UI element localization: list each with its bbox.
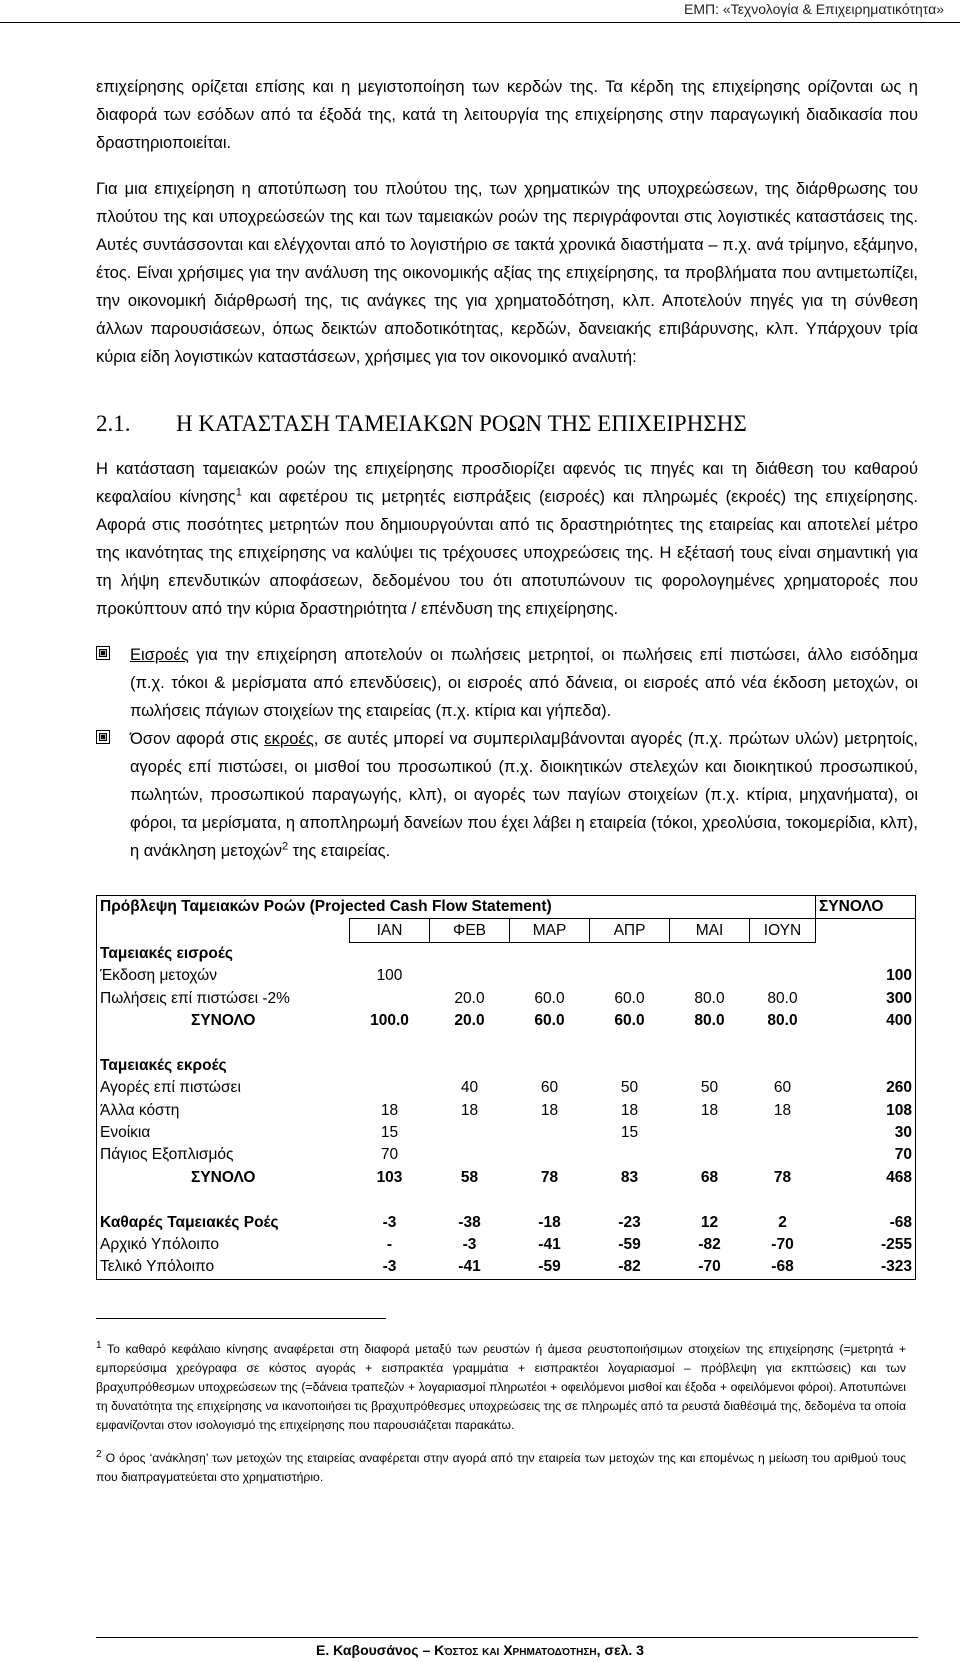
table-cell	[97, 1189, 350, 1211]
value-cell: -70	[670, 1256, 750, 1279]
table-row	[97, 1055, 916, 1077]
value-cell: -41	[538, 1236, 561, 1254]
value-cell	[510, 965, 590, 987]
table-row	[97, 942, 916, 965]
footnote	[96, 1449, 906, 1487]
footnote-ref[interactable]: 1	[235, 486, 242, 499]
table-row	[97, 896, 916, 919]
value-cell: -3	[382, 1213, 397, 1231]
header-divider	[0, 22, 960, 23]
table-cell	[590, 942, 670, 965]
value-cell	[750, 1122, 816, 1144]
value-cell: -3	[462, 1236, 477, 1254]
table-cell	[670, 1189, 750, 1211]
row-total: 300	[816, 988, 916, 1010]
value-cell: 18	[620, 1101, 639, 1119]
table-cell	[816, 942, 916, 965]
value-cell: 80.0	[694, 989, 725, 1007]
month-header: ΦΕΒ	[430, 919, 510, 942]
footer-divider	[96, 1637, 918, 1638]
month-header: ΙΟΥΝ	[750, 919, 816, 942]
bullet-text: της εταιρείας.	[288, 842, 391, 860]
table-cell	[97, 1032, 350, 1054]
running-header: ΕΜΠ: «Τεχνολογία & Επιχειρηματικότητα»	[684, 1, 944, 17]
total-value: 78	[773, 1168, 792, 1186]
value-cell: 60.0	[614, 989, 645, 1007]
value-cell	[350, 988, 430, 1010]
footer-page: , σελ. 3	[596, 1642, 644, 1658]
footnote-ref[interactable]: 2	[281, 840, 289, 853]
table-cell	[510, 1189, 590, 1211]
value-cell: -23	[618, 1213, 641, 1231]
table-row	[97, 1167, 916, 1189]
row-label: Καθαρές Ταμειακές Ροές	[97, 1211, 350, 1233]
table-row	[97, 1234, 916, 1256]
paragraph: επιχείρησης ορίζεται επίσης και η μεγιστοποίηση των κερδών της. Τα κέρδη της επιχείρησης ορίζονται ως η διαφορά των εσόδων από τα έξοδά της, κατά τη λειτουργία της επιχείρησης στην παραγωγική διαδικασία που δραστηριοποιείται.	[96, 78, 918, 152]
term-inflows: Εισροές	[130, 646, 189, 664]
table-cell	[750, 1032, 816, 1054]
bullet-text: Όσον αφορά στις	[130, 730, 265, 748]
total-label: ΣΥΝΟΛΟ	[97, 1010, 350, 1032]
table-row	[97, 1122, 916, 1144]
value-cell: 60	[540, 1079, 559, 1097]
value-cell: -3	[350, 1256, 430, 1279]
grand-total: 468	[816, 1167, 916, 1189]
row-label: Ενοίκια	[97, 1122, 350, 1144]
total-value: 100.0	[370, 1012, 409, 1030]
total-value: 60.0	[614, 1012, 645, 1030]
row-total: 260	[816, 1077, 916, 1099]
footer-author: Ε. Καβουσάνος	[316, 1642, 419, 1658]
value-cell	[510, 1122, 590, 1144]
footnote-divider	[96, 1318, 386, 1319]
section-paragraph	[96, 455, 918, 623]
total-value: 83	[620, 1168, 639, 1186]
value-cell: 20.0	[454, 989, 485, 1007]
value-cell: -59	[618, 1236, 641, 1254]
list-item	[96, 725, 918, 865]
value-cell: 50	[620, 1079, 639, 1097]
total-value: 78	[540, 1168, 559, 1186]
table-row	[97, 988, 916, 1010]
bullet-list	[96, 641, 918, 865]
value-cell	[430, 965, 510, 987]
month-header: ΜΑΡ	[510, 919, 590, 942]
footnote-text: Ο όρος ‘ανάκληση’ των μετοχών της εταιρείας αναφέρεται στην αγορά από την εταιρεία των μετοχών της και επομένως η μείωση του αριθμού τους που διαπραγματεύεται στο χρηματιστήριο.	[96, 1451, 906, 1484]
value-cell	[750, 965, 816, 987]
value-cell	[590, 1144, 670, 1166]
value-cell: 15	[620, 1124, 639, 1142]
footnote-mark: 2	[96, 1448, 102, 1460]
table-cell	[590, 1189, 670, 1211]
table-row	[97, 1010, 916, 1032]
table-cell	[590, 1032, 670, 1054]
row-total: 108	[816, 1100, 916, 1122]
section-heading-cell: Ταμειακές εκροές	[97, 1055, 350, 1077]
table-cell	[350, 1189, 430, 1211]
value-cell: 18	[773, 1101, 792, 1119]
value-cell: -18	[538, 1213, 561, 1231]
section-heading-cell: Ταμειακές εισροές	[97, 942, 350, 965]
row-total: -68	[816, 1211, 916, 1233]
table-row	[97, 1032, 916, 1054]
value-cell: -70	[771, 1236, 794, 1254]
cash-flow-table-body	[97, 896, 916, 1280]
total-value: 68	[700, 1168, 719, 1186]
table-row	[97, 1256, 916, 1279]
value-cell	[350, 1077, 430, 1099]
value-cell: 18	[540, 1101, 559, 1119]
table-row	[97, 919, 916, 942]
value-cell: 18	[460, 1101, 479, 1119]
table-cell	[510, 1032, 590, 1054]
value-cell: 50	[700, 1079, 719, 1097]
table-cell	[816, 1032, 916, 1054]
value-cell: 18	[380, 1101, 399, 1119]
paragraph: Για μια επιχείρηση η αποτύπωση του πλούτου της, των χρηματικών της υποχρεώσεων, της διάρθρωσης του πλούτου της και υποχρεώσεών της και των ταμειακών ροών της περιγράφονται στις λογιστικές καταστάσεις της. Αυτές συντάσσονται και ελέγχονται από το λογιστήριο σε τακτά χρονικά διαστήματα – π.χ. ανά τρίμηνο, εξάμηνο, έτος. Είναι χρήσιμες για την ανάλυση της οικονομικής αξίας της επιχείρησης, τα προβλήματα που αντιμετωπίζει, την οικονομική διάρθρωσή της, τις ανάγκες της για χρηματοδότηση, κλπ. Αποτελούν πηγές για τη σύνθεση άλλων παρουσιάσεων, όπως δεικτών αποδοτικότητας, κερδών, δανειακής επιβάρυνσης, κλπ. Υπάρχουν τρία κύρια είδη λογιστικών καταστάσεων, χρήσιμες για τον οικονομικό αναλυτή:	[96, 180, 918, 366]
row-label: Πωλήσεις επί πιστώσει -2%	[97, 988, 350, 1010]
table-cell	[750, 1055, 816, 1077]
row-label: Έκδοση μετοχών	[97, 965, 350, 987]
value-cell: -38	[458, 1213, 481, 1231]
total-value: 20.0	[454, 1012, 485, 1030]
row-total: -323	[816, 1256, 916, 1279]
value-cell: -82	[698, 1236, 721, 1254]
table-cell	[430, 1055, 510, 1077]
table-row	[97, 1211, 916, 1233]
section-paragraph-text: Η κατάσταση ταμειακών ροών της επιχείρησης προσδιορίζει αφενός τις πηγές και τη διάθεση του καθαρού κεφαλαίου κίνησης	[96, 460, 918, 506]
value-cell: -41	[430, 1256, 510, 1279]
value-cell	[590, 965, 670, 987]
list-item	[96, 641, 918, 725]
month-header: ΜΑΙ	[670, 919, 750, 942]
value-cell	[430, 1122, 510, 1144]
table-row	[97, 1144, 916, 1166]
row-total: 30	[816, 1122, 916, 1144]
row-total: 100	[816, 965, 916, 987]
table-cell	[430, 1189, 510, 1211]
value-cell: 70	[380, 1146, 399, 1164]
table-row	[97, 1189, 916, 1211]
value-cell	[510, 1144, 590, 1166]
table-title: Πρόβλεψη Ταμειακών Ροών (Projected Cash Flow Statement)	[97, 896, 816, 919]
table-cell	[510, 1055, 590, 1077]
table-row	[97, 1077, 916, 1099]
row-label: Αγορές επί πιστώσει	[97, 1077, 350, 1099]
row-label: Τελικό Υπόλοιπο	[97, 1256, 350, 1279]
row-label: Αρχικό Υπόλοιπο	[97, 1234, 350, 1256]
section-paragraph-text: και αφετέρου τις μετρητές εισπράξεις (εισροές) και πληρωμές (εκροές) της επιχείρησης. Αφορά στις ποσότητες μετρητών που δημιουργούνται από τις δραστηριότητες της εταιρείας και αποτελεί μέτρο της ικανότητας της επιχείρησης να καλύψει τις τρέχουσες υποχρεώσεις της. Η εξέτασή τους είναι σημαντική για τη λήψη επενδυτικών αποφάσεων, δεδομένου του ότι αποτυπώνουν τις φορολογημένες χρηματοροές που προκύπτουν από την κύρια δραστηριότητα / επένδυση της επιχείρησης.	[96, 488, 918, 618]
row-total: -255	[816, 1234, 916, 1256]
square-bullet-icon	[96, 730, 110, 744]
value-cell: 18	[700, 1101, 719, 1119]
total-value: 60.0	[534, 1012, 565, 1030]
table-cell	[670, 1032, 750, 1054]
table-cell	[670, 1055, 750, 1077]
total-value: 103	[376, 1168, 403, 1186]
value-cell: -	[386, 1236, 393, 1254]
table-cell	[750, 942, 816, 965]
body-text	[96, 73, 918, 865]
term-outflows: εκροές	[264, 730, 314, 748]
value-cell: 80.0	[767, 989, 798, 1007]
grand-total: 400	[816, 1010, 916, 1032]
page-footer	[0, 1642, 960, 1658]
table-cell	[430, 1032, 510, 1054]
row-label: Άλλα κόστη	[97, 1100, 350, 1122]
value-cell	[430, 1144, 510, 1166]
footer-dash: –	[418, 1642, 435, 1658]
cash-flow-table	[96, 895, 916, 1280]
footnotes	[96, 1340, 906, 1501]
footnote-mark: 1	[96, 1339, 102, 1351]
table-cell	[670, 942, 750, 965]
table-cell	[816, 1189, 916, 1211]
row-label: Πάγιος Εξοπλισμός	[97, 1144, 350, 1166]
footnote	[96, 1340, 906, 1435]
value-cell	[670, 1122, 750, 1144]
value-cell: -68	[750, 1256, 816, 1279]
table-cell	[430, 942, 510, 965]
row-total: 70	[816, 1144, 916, 1166]
value-cell: 60	[773, 1079, 792, 1097]
table-cell	[750, 1189, 816, 1211]
table-row	[97, 1100, 916, 1122]
bullet-text: , σε αυτές μπορεί να συμπεριλαμβάνονται αγορές (π.χ. πρώτων υλών) μετρητοίς, αγορές επί πιστώσει, οι μισθοί του προσωπικού (π.χ. διοικητικών στελεχών και διοικητικού προσωπικού, πωλητών, προσωπικού παραγωγής, κλπ), οι αγορές των παγίων στοιχείων (π.χ. κτίρια, μηχανήματα), οι φόροι, τα μερίσματα, η αποπληρωμή δανείων που έχει λάβει η εταιρεία (τόκοι, χρεολύσια, τοκομερίδια, κλπ), η ανάκληση μετοχών	[130, 730, 918, 860]
section-title: Η ΚΑΤΑΣΤΑΣΗ ΤΑΜΕΙΑΚΩΝ ΡΟΩΝ ΤΗΣ ΕΠΙΧΕΙΡΗΣΗΣ	[176, 411, 747, 436]
total-value: 58	[460, 1168, 479, 1186]
section-number: 2.1.	[96, 411, 131, 436]
footer-course: Κόστος και Χρηματοδότηση	[434, 1642, 597, 1658]
table-cell	[816, 1055, 916, 1077]
value-cell	[750, 1144, 816, 1166]
bullet-text: για την επιχείρηση αποτελούν οι πωλήσεις μετρητοί, οι πωλήσεις επί πιστώσει, άλλο εισόδημα (π.χ. τόκοι & μερίσματα από επενδύσεις), οι εισροές από δάνεια, οι εισροές από νέα έκδοση μετοχών, οι πωλήσεις πάγιων στοιχείων της εταιρείας (π.χ. κτίρια και γήπεδα).	[130, 646, 918, 720]
value-cell: 15	[380, 1124, 399, 1142]
table-cell	[350, 1055, 430, 1077]
value-cell: 100	[376, 967, 403, 985]
table-row	[97, 965, 916, 987]
section-heading	[96, 409, 918, 439]
total-label: ΣΥΝΟΛΟ	[97, 1167, 350, 1189]
month-header: ΑΠΡ	[590, 919, 670, 942]
value-cell	[670, 965, 750, 987]
table-cell	[590, 1055, 670, 1077]
value-cell: 40	[460, 1079, 479, 1097]
square-bullet-icon	[96, 646, 110, 660]
value-cell: 2	[778, 1213, 787, 1231]
total-value: 80.0	[767, 1012, 798, 1030]
table-cell	[97, 919, 350, 942]
footnote-text: Το καθαρό κεφάλαιο κίνησης αναφέρεται στη διαφορά μεταξύ των ρευστών ή άμεσα ρευστοποιήσιμων στοιχείων της επιχείρησης (=μετρητά + εμπορεύσιμα χρεόγραφα σε κόστος αγοράς + εισπρακτέα γραμμάτια + εισπρακτέοι λογαριασμοί – πρόβλεψη για εκπτώσεις) και των βραχυπρόθεσμων υποχρεώσεων της (=δάνεια τραπεζών + λογαριασμοί πληρωτέοι + οφειλόμενοι μισθοί και έξοδα + οφειλόμενοι φόροι). Αποτυπώνει τη δυνατότητα της επιχείρησης να ικανοποιήσει τις βραχυπρόθεσμες υποχρεώσεις της σε πληρωμές από τα ρευστά διαθέσιμά της, δεδομένα τα οποία εμφανίζονται στον ισολογισμό της επιχείρησης που παρουσιάζεται παρακάτω.	[96, 1342, 906, 1432]
total-column-header: ΣΥΝΟΛΟ	[816, 896, 916, 919]
value-cell: -82	[590, 1256, 670, 1279]
value-cell: -59	[510, 1256, 590, 1279]
value-cell	[670, 1144, 750, 1166]
total-value: 80.0	[694, 1012, 725, 1030]
value-cell: 60.0	[534, 989, 565, 1007]
table-cell	[816, 919, 916, 942]
month-header: ΙΑΝ	[350, 919, 430, 942]
table-cell	[350, 1032, 430, 1054]
table-cell	[510, 942, 590, 965]
table-cell	[350, 942, 430, 965]
value-cell: 12	[700, 1213, 719, 1231]
